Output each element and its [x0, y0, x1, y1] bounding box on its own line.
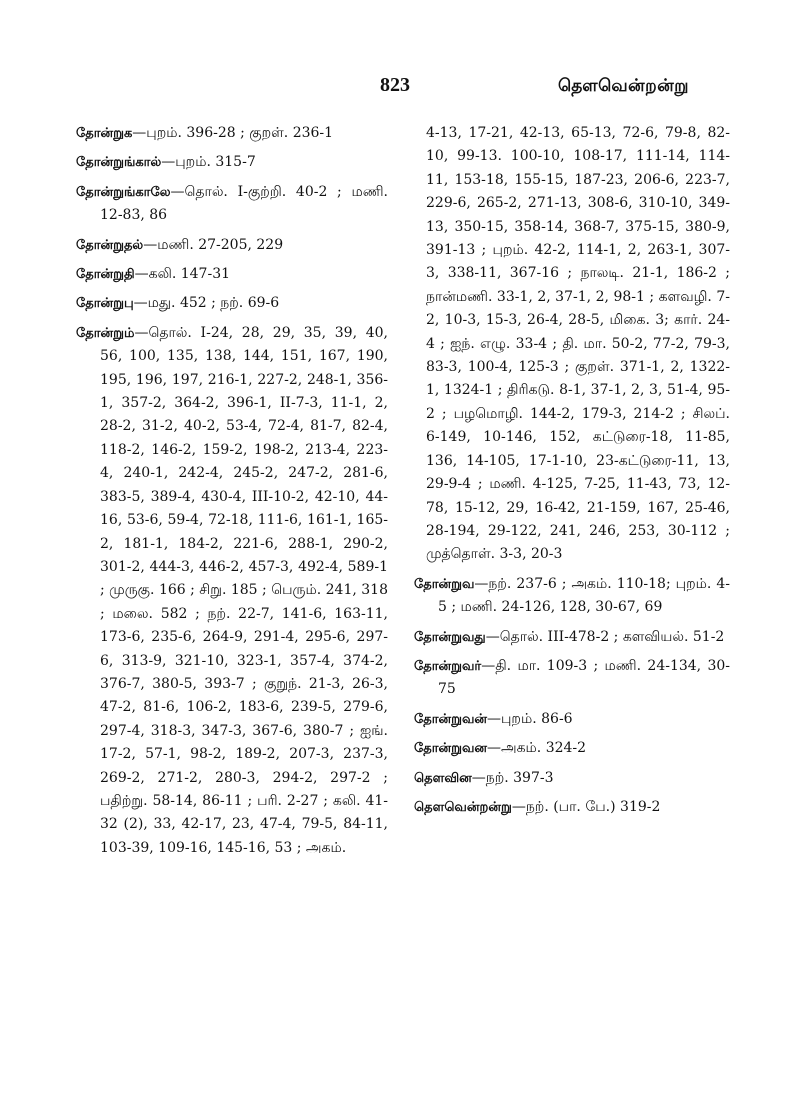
references: —நற். (பா. பே.) 319-2 — [511, 798, 661, 815]
index-entry — [76, 322, 388, 860]
headword: தோன்றுவர் — [414, 658, 482, 674]
index-entry — [76, 263, 388, 286]
headword: தோன்றுங்காலே — [76, 184, 171, 200]
references: 4-13, 17-21, 42-13, 65-13, 72-6, 79-8, 82-10, 99-13. 100-10, 108-17, 111-14, 114-11, 153-18, 155-15, 187-23, 206-6, 223-7, 229-6, 265-2, 271-13, 308-6, 310-10, 349-13, 350-15, 358-14, 368-7, 375-15, 380-9, 391-13 ; புறம். 42-2, 114-1, 2, 263-1, 307-3, 338-11, 367-16 ; நாலடி. 21-1, 186-2 ; நான்மணி. 33-1, 2, 37-1, 2, 98-1 ; களவழி. 7-2, 10-3, 15-3, 26-4, 28-5, மிகை. 3; கார். 24-4 ; ஐந். எழு. 33-4 ; தி. மா. 50-2, 77-2, 79-3, 83-3, 100-4, 125-3 ; குறள். 371-1, 2, 1322-1, 1324-1 ; திரிகடு. 8-1, 37-1, 2, 3, 51-4, 95-2 ; பழமொழி. 144-2, 179-3, 214-2 ; சிலப். 6-149, 10-146, 152, கட்டுரை-18, 11-85, 136, 14-105, 17-1-10, 23-கட்டுரை-11, 13, 29-9-4 ; மணி. 4-125, 7-25, 11-43, 73, 12-78, 15-12, 29, 16-42, 21-159, 167, 25-46, 28-194, 29-122, 241, 246, 253, 30-112 ; முத்தொள். 3-3, 20-3 — [426, 125, 730, 563]
index-entry — [414, 708, 730, 731]
headword: தோன்றுங்கால் — [76, 155, 162, 171]
headword: தௌவின — [414, 770, 472, 786]
running-head: தௌவென்றன்று — [558, 76, 689, 96]
index-entry — [414, 767, 730, 790]
references: —புறம். 86-6 — [487, 710, 573, 727]
index-entry — [414, 626, 730, 649]
index-entry — [414, 573, 730, 620]
index-entry — [414, 737, 730, 760]
references: —புறம். 315-7 — [161, 154, 256, 171]
index-entry — [414, 655, 730, 702]
headword: தோன்றுவ — [414, 576, 475, 592]
references: —கலி. 147-31 — [134, 266, 231, 283]
page-number: 823 — [380, 74, 410, 96]
headword: தோன்றுக — [76, 126, 133, 141]
index-entry — [76, 234, 388, 257]
headword: தோன்றுவன — [414, 741, 488, 757]
index-entry — [414, 796, 730, 819]
headword: தௌவென்றன்று — [414, 799, 512, 815]
headword: தோன்றுபு — [76, 296, 134, 312]
headword: தோன்றுதல் — [76, 237, 144, 253]
headword: தோன்றுவன் — [414, 711, 488, 727]
index-entry — [76, 292, 388, 315]
references: —தொல். I-குற்றி. 40-2 ; மணி. 12-83, 86 — [100, 183, 388, 224]
references: —நற். 237-6 ; அகம். 110-18; புறம். 4-5 ; மணி. 24-126, 128, 30-67, 69 — [438, 575, 730, 616]
index-entry — [76, 181, 388, 228]
references: —புறம். 396-28 ; குறள். 236-1 — [132, 125, 334, 141]
references: —தி. மா. 109-3 ; மணி. 24-134, 30-75 — [438, 657, 730, 698]
headword: தோன்றும் — [76, 325, 135, 341]
index-column-right — [414, 122, 730, 825]
index-column-left — [76, 122, 388, 866]
references: —தொல். I-24, 28, 29, 35, 39, 40, 56, 100, 135, 138, 144, 151, 167, 190, 195, 196, 197, 216-1, 227-2, 248-1, 356-1, 357-2, 364-2, 396-1, II-7-3, 11-1, 2, 28-2, 31-2, 40-2, 53-4, 72-4, 81-7, 82-4, 118-2, 146-2, 159-2, 198-2, 213-4, 223-4, 240-1, 242-4, 245-2, 247-2, 281-6, 383-5, 389-4, 430-4, III-10-2, 42-10, 44-16, 53-6, 59-4, 72-18, 111-6, 161-1, 165-2, 181-1, 184-2, 221-6, 288-1, 290-2, 301-2, 444-3, 446-2, 457-3, 492-4, 589-1 ; முருகு. 166 ; சிறு. 185 ; பெரும். 241, 318 ; மலை. 582 ; நற். 22-7, 141-6, 163-11, 173-6, 235-6, 264-9, 291-4, 295-6, 297-6, 313-9, 321-10, 323-1, 357-4, 374-2, 376-7, 380-5, 393-7 ; குறுந். 21-3, 26-3, 47-2, 81-6, 106-2, 183-6, 239-5, 279-6, 297-4, 318-3, 347-3, 367-6, 380-7 ; ஐங். 17-2, 57-1, 98-2, 189-2, 207-3, 237-3, 269-2, 271-2, 280-3, 294-2, 297-2 ; பதிற்று. 58-14, 86-11 ; பரி. 2-27 ; கலி. 41-32 (2), 33, 42-17, 23, 47-4, 79-5, 84-11, 103-39, 109-16, 145-16, 53 ; அகம். — [100, 324, 388, 856]
index-entry-continuation — [414, 122, 730, 567]
index-entry — [76, 122, 388, 145]
references: —நற். 397-3 — [471, 769, 554, 786]
index-entry — [76, 151, 388, 174]
references: —அகம். 324-2 — [487, 740, 587, 757]
references: —மது. 452 ; நற். 69-6 — [133, 295, 280, 312]
headword: தோன்றுதி — [76, 267, 135, 283]
references: —தொல். III-478-2 ; களவியல். 51-2 — [485, 628, 725, 645]
headword: தோன்றுவது — [414, 629, 486, 645]
references: —மணி. 27-205, 229 — [143, 236, 284, 253]
